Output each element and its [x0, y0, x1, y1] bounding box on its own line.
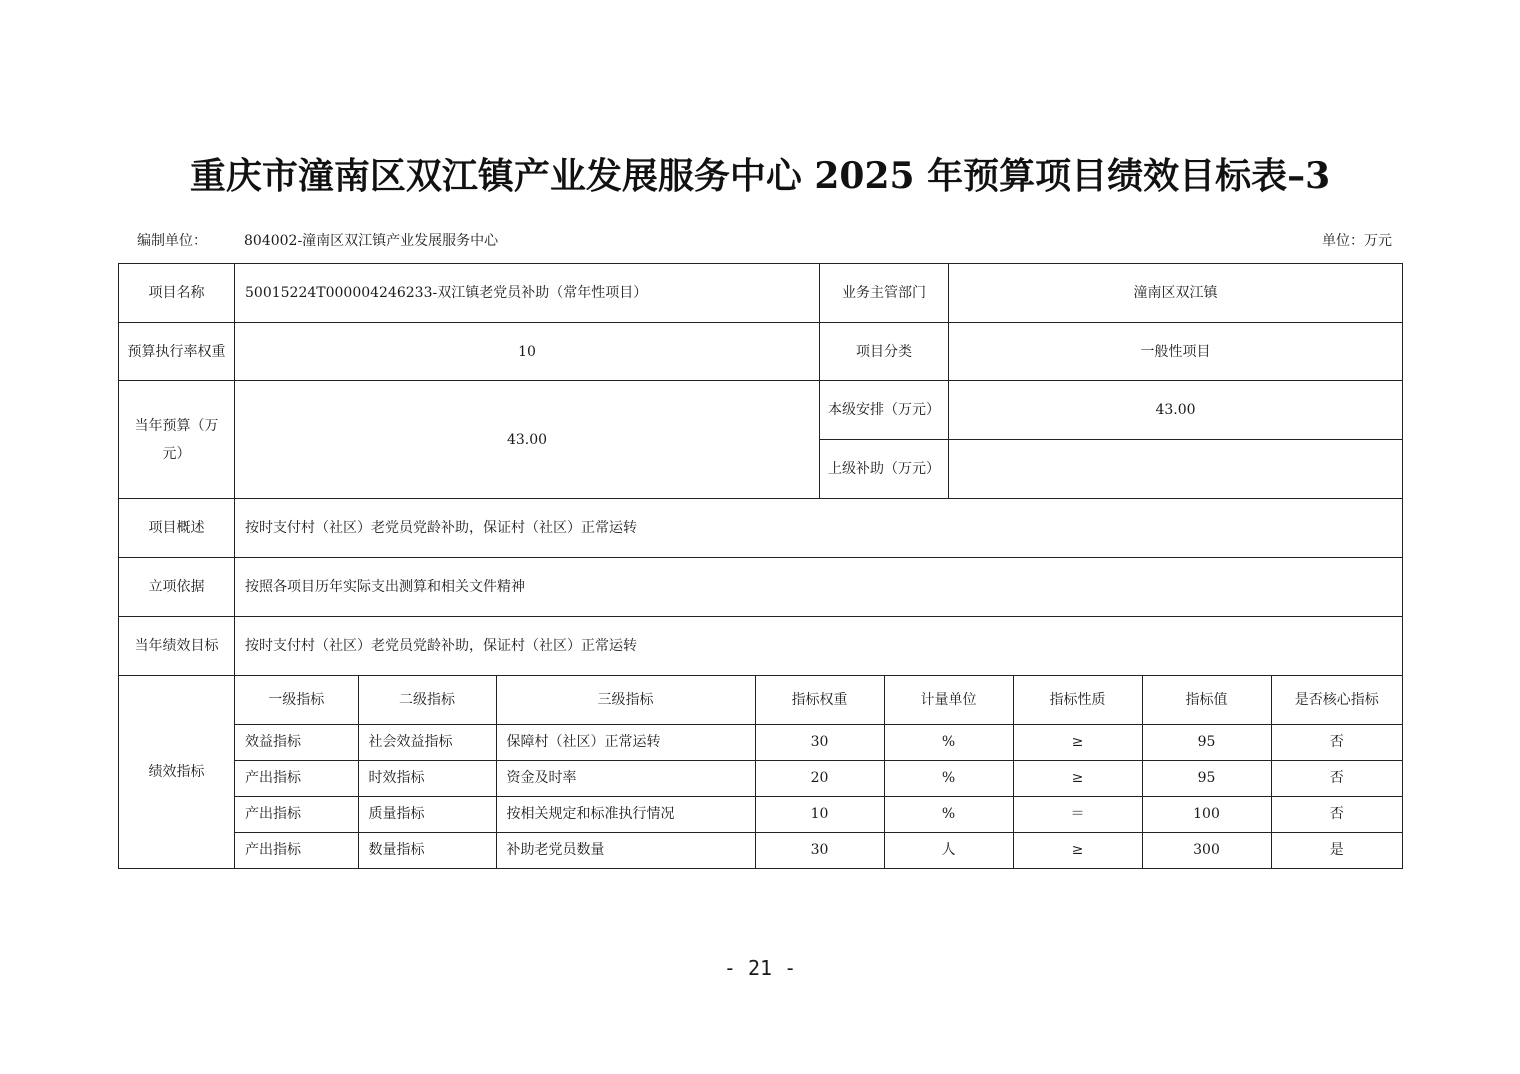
goal-label: 当年绩效目标	[119, 617, 235, 676]
indicator-cell: 否	[1271, 760, 1402, 796]
upper-subsidy-value	[949, 440, 1403, 499]
dept-value: 潼南区双江镇	[949, 264, 1403, 323]
project-name-label: 项目名称	[119, 264, 235, 323]
budget-label: 当年预算（万元）	[119, 381, 235, 499]
indicator-cell: 30	[755, 832, 884, 868]
header-cell: 二级指标	[358, 676, 496, 724]
overview-label: 项目概述	[119, 499, 235, 558]
indicator-cell: 产出指标	[235, 796, 358, 832]
indicator-cell: 产出指标	[235, 760, 358, 796]
indicators-holder	[235, 676, 1403, 869]
indicator-cell: 人	[884, 832, 1013, 868]
indicator-cell: 100	[1142, 796, 1271, 832]
header-cell: 指标值	[1142, 676, 1271, 724]
page-title: 重庆市潼南区双江镇产业发展服务中心 2025 年预算项目绩效目标表–3	[189, 155, 1331, 197]
indicator-cell: 20	[755, 760, 884, 796]
indicator-cell: 时效指标	[358, 760, 496, 796]
indicator-cell: ≥	[1013, 724, 1142, 760]
upper-subsidy-label: 上级补助（万元）	[820, 440, 949, 499]
header-cell: 三级指标	[496, 676, 755, 724]
overview-value: 按时支付村（社区）老党员党龄补助，保证村（社区）正常运转	[235, 499, 1403, 558]
header-cell: 指标性质	[1013, 676, 1142, 724]
indicator-row	[235, 832, 1402, 868]
dept-label: 业务主管部门	[820, 264, 949, 323]
indicator-cell: %	[884, 760, 1013, 796]
indicator-cell: 补助老党员数量	[496, 832, 755, 868]
indicator-cell: 是	[1271, 832, 1402, 868]
indicator-cell: 95	[1142, 760, 1271, 796]
header-cell: 一级指标	[235, 676, 358, 724]
indicator-cell: 95	[1142, 724, 1271, 760]
indicator-cell: 社会效益指标	[358, 724, 496, 760]
indicator-cell: 否	[1271, 724, 1402, 760]
indicator-row	[235, 760, 1402, 796]
header-cell: 计量单位	[884, 676, 1013, 724]
header-cell: 指标权重	[755, 676, 884, 724]
basis-label: 立项依据	[119, 558, 235, 617]
indicator-cell: 数量指标	[358, 832, 496, 868]
category-label: 项目分类	[820, 323, 949, 381]
indicator-cell: ≥	[1013, 832, 1142, 868]
indicator-cell: %	[884, 724, 1013, 760]
indicator-cell: ≥	[1013, 760, 1142, 796]
category-value: 一般性项目	[949, 323, 1403, 381]
indicators-table	[235, 676, 1402, 868]
indicator-cell: 300	[1142, 832, 1271, 868]
indicators-label: 绩效指标	[119, 676, 235, 869]
indicator-cell: %	[884, 796, 1013, 832]
indicator-cell: 30	[755, 724, 884, 760]
header-cell: 是否核心指标	[1271, 676, 1402, 724]
indicator-cell: 10	[755, 796, 884, 832]
indicator-row	[235, 796, 1402, 832]
indicator-cell: 资金及时率	[496, 760, 755, 796]
local-arrangement-label: 本级安排（万元）	[820, 381, 949, 440]
page-number: - 21 -	[723, 956, 797, 980]
org-value: 804002-潼南区双江镇产业发展服务中心	[244, 233, 499, 249]
goal-value: 按时支付村（社区）老党员党龄补助，保证村（社区）正常运转	[235, 617, 1403, 676]
indicator-cell: 按相关规定和标准执行情况	[496, 796, 755, 832]
indicator-cell: 否	[1271, 796, 1402, 832]
basis-value: 按照各项目历年实际支出测算和相关文件精神	[235, 558, 1403, 617]
exec-weight-label: 预算执行率权重	[119, 323, 235, 381]
indicator-cell: ＝	[1013, 796, 1142, 832]
budget-value: 43.00	[235, 381, 820, 499]
project-name-value: 50015224T000004246233-双江镇老党员补助（常年性项目）	[235, 264, 820, 323]
local-arrangement-value: 43.00	[949, 381, 1403, 440]
indicators-header-row	[235, 676, 1402, 724]
performance-table	[118, 263, 1403, 869]
indicator-cell: 保障村（社区）正常运转	[496, 724, 755, 760]
unit-label: 单位：万元	[1322, 233, 1392, 249]
indicator-cell: 质量指标	[358, 796, 496, 832]
exec-weight-value: 10	[235, 323, 820, 381]
indicator-row	[235, 724, 1402, 760]
indicator-cell: 效益指标	[235, 724, 358, 760]
indicator-cell: 产出指标	[235, 832, 358, 868]
org-label: 编制单位：	[137, 233, 207, 249]
